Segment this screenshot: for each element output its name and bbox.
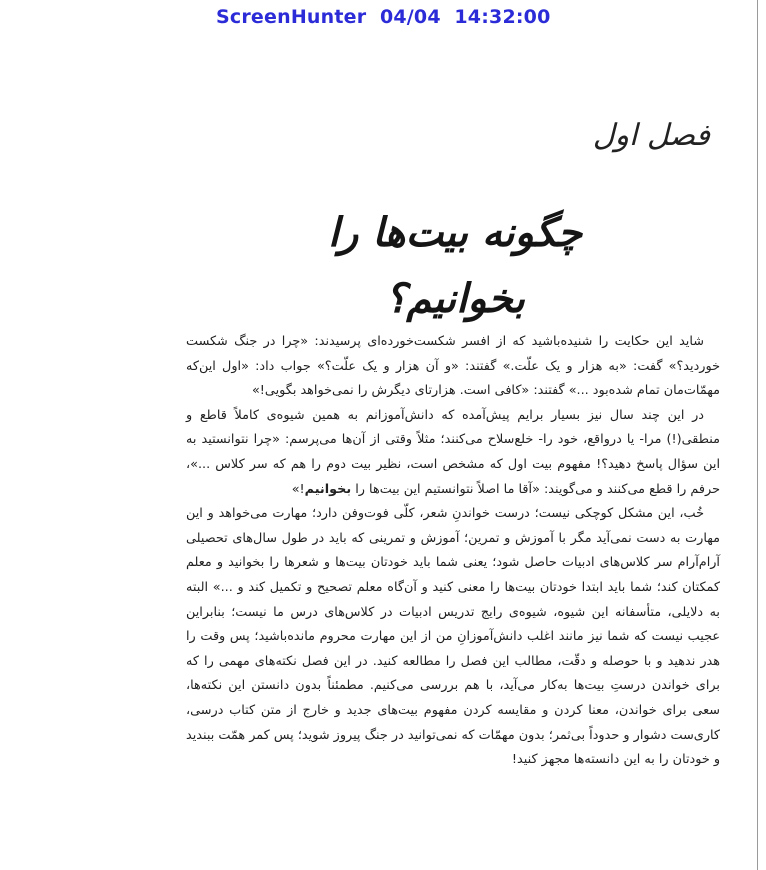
paragraph-2-bold-word: بخوانیم bbox=[304, 481, 352, 497]
body-text bbox=[186, 330, 720, 773]
page-edge-divider bbox=[757, 0, 758, 870]
chapter-title: چگونه بیت‌ها را بخوانیم؟ bbox=[327, 209, 583, 322]
screenhunter-watermark: ScreenHunter 04/04 14:32:00 bbox=[216, 6, 551, 28]
paragraph-2-text: در این چند سال نیز بسیار برایم پیش‌آمده که دانش‌آموزانم به همین شیوه‌ی کاملاً قاطع و منطقی(!) مرا- یا درواقع، خود را- خلع‌سلاح می‌کنند؛ مثلاً وقتی از آن‌ها می‌پرسم: «چرا نتوانستید به این سؤال پاسخ دهید؟! مفهوم بیت اول که مشخص است، نظیر بیت دوم را هم که سر کلاس ...»، حرفم را قطع می‌کنند و می‌گویند: «آقا ما اصلاً نتوانستیم این بیت‌ها را bbox=[186, 407, 720, 497]
paragraph-3: خُب، این مشکل کوچکی نیست؛ درست خواندنِ شعر، کلّی فوت‌وفن دارد؛ مهارت می‌خواهد و این مهارت به دست نمی‌آید مگر با آموزش و تمرین؛ آموزش و تمرینی که باید در طول سال‌های تحصیلی آرام‌آرام سر کلاس‌های ادبیات حاصل شود؛ یعنی شما باید خودتان بیت‌ها و شعرها را بخوانید و معلم کمکتان کند؛ شما باید ابتدا خودتان بیت‌ها را معنی کنید و آن‌گاه معلم تصحیح و تکمیل کند و ...» البته به دلایلی، متأسفانه این شیوه، شیوه‌ی رایج تدریس ادبیات در کلاس‌های درس ما نیست؛ بنابراین عجیب نیست که شما نیز مانند اغلب دانش‌آموزانِ من از این مهارت محروم مانده‌باشید؛ پس وقت را هدر ندهید و با حوصله و دقّت، مطالب این فصل را مطالعه کنید. در این فصل نکته‌های مهمی را که برای خواندن درستِ بیت‌ها به‌کار می‌آید، با هم بررسی می‌کنیم. مطمئناً بدون دانستن این نکته‌ها، سعی برای خواندن، معنا کردن و مقایسه کردن مفهوم بیت‌های جدید و خارج از متن کتاب درسی، کاری‌ست دشوار و حدوداً بی‌ثمر؛ بدون مهمّات که نمی‌توانید در جنگ پیروز شوید؛ پس کمر همّت ببندید و خودتان را به این دانسته‌ها مجهز کنید! bbox=[186, 506, 720, 768]
paragraph-2-tail: !» bbox=[291, 481, 305, 497]
paragraph-1: شاید این حکایت را شنیده‌باشید که از افسر شکست‌خورده‌ای پرسیدند: «چرا در جنگ شکست خوردید؟» گفت: «به هزار و یک علّت.» گفتند: «و آن هزار و یک علّت؟» جواب داد: «اول این‌که مهمّات‌مان تمام شده‌بود ...» گفتند: «کافی است. هزارتای دیگرش را نمی‌خواهد بگویی!» bbox=[186, 334, 720, 399]
chapter-label: فصل اول bbox=[592, 118, 710, 153]
paragraph-2 bbox=[186, 404, 720, 502]
